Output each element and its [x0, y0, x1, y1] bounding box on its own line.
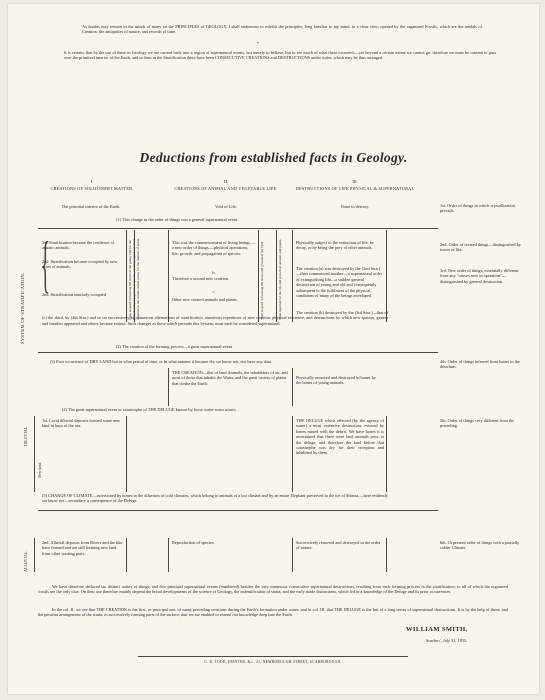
event-2: (2) The creation of the forming process—a great supernatural event — [116, 344, 233, 349]
col3-text-c: The creation (b) destroyed by the (3rd Stra.)—that of (c) the third, by (4th Stra.) and so on successively by numerous alternations of stratification, numerous repetitions of new creation, physical existence, and destructions by which new species, genera and families appeared and others became extinct. Such changes as these which pervade this System, must each be considered supernatural. — [42, 310, 388, 326]
col2-number: II. — [224, 179, 228, 184]
event-1: (1) This change in the order of things was a general supernatural event. — [116, 217, 239, 222]
order-3: 3rd. New order of things, essentially different from any "causes now in operation"—distinguished by general destruction. — [440, 268, 519, 284]
divider — [138, 656, 408, 657]
strat-1: 1st. Stratification became the residence of aquatic animals. — [42, 240, 115, 251]
divider — [38, 352, 438, 353]
col1-number: I. — [90, 179, 94, 184]
divider — [168, 368, 169, 406]
col2-text-a: This was the commencement of living beings,—a new order of things,—physical operations, life, growth, and propagation of species. — [172, 240, 256, 256]
event-4: (4) The great supernatural event or catastrophe of THE DELUGE known by loose water-worn stones. — [62, 407, 237, 412]
ornament: * — [256, 41, 260, 46]
order-1: 1st. Order of things in which crystallization prevails. — [440, 203, 515, 214]
alluvial-label: ALLUVIAL. — [23, 550, 28, 572]
col2-text-b: Therefore a second new creation. — [172, 276, 230, 281]
divider — [386, 538, 387, 572]
col2-heading: CREATIONS OF ANIMAL AND VEGETABLE LIFE. — [174, 186, 278, 191]
divider — [292, 368, 293, 406]
divider — [276, 230, 277, 322]
divider — [258, 230, 259, 322]
divider — [292, 416, 293, 492]
printer-line: C. R. TODD, PRINTER, &c., 21, NEWBOROUGH STREET, SCARBOROUGH. — [204, 660, 342, 664]
divider — [38, 228, 438, 229]
divider — [386, 416, 387, 492]
col2-marker-b: b. — [212, 270, 216, 275]
divider — [386, 230, 387, 322]
creation-land: THE CREATION—that of land Animals, the inhabitants of air, and most of those that inhabit the Water, and the great variety of plants that clothe the Earth. — [172, 370, 288, 386]
diluvial-label: DILUVIAL. — [23, 425, 28, 446]
order-4: 4th. Order of things inferred from bones in the diluvium. — [440, 359, 520, 370]
divider — [34, 538, 35, 572]
reproduction: Reproduction of species. — [172, 540, 215, 545]
col3-heading: DESTRUCTIONS OF LIFE PHYSICAL & SUPERNATURAL — [295, 186, 415, 191]
closing-paragraph-2: In the col. II. we see that THE CREATION is the first, or principal one, of many preceding creations during the Earth's formation under water; and in col. III. that THE DELUGE is the last of a long series of supernatural destructions. It is by the help of these, and the peculiar arrangement of the strata, in successively forming parts of the surface, that we are enabled to extend our knowledge deep into the Earth. — [38, 607, 508, 618]
divider — [38, 510, 438, 511]
divider — [126, 416, 127, 492]
divider — [168, 230, 169, 322]
col2-sub: Void of Life. — [215, 204, 237, 209]
signature: WILLIAM SMITH, — [406, 626, 468, 633]
order-5: 5th. Order of things very different from the preceding. — [440, 418, 515, 429]
deluge-text: THE DELUGE which effected (by the agency of water) a most extensive destruction, evinced by bones mixed with the debris. We have bones it is ascertained that there were land animals prior to the deluge, and therefore the land before that catastrophe was dry for their reception and inhabited by them. — [296, 418, 384, 456]
col3-sub: None to destroy. — [340, 204, 370, 209]
divider — [126, 538, 127, 572]
intro-paragraph-2: It is certain, that by the use of these in Geology we are carried back into a region of supernatural events, not merely to believe, but to see much of what these occurred;—yet beyond a certain extent we cannot go: therefore we must be content to pass over the primitval interior of the Earth, and so then in the Stratification there have been CONSECUTIVE CREATIONS and DESTRUCTIONS under water, which may be thus arranged. — [64, 50, 496, 61]
divider — [168, 538, 169, 572]
event-5: (5) CHANGE OF CLIMATE—ascertained by bones in the diluvium of cold climates, which belong to animals of a hot climate and by an entire Elephant preserved in the ice of Siberia,—here evidently we know not—secondary a consequence of the Deluge. — [42, 493, 388, 504]
col1-sub: The primitial interior of the Earth. — [61, 204, 121, 209]
signature-place-date: Scarbro', July 31, 1835. — [426, 638, 468, 643]
page-title: Deductions from established facts in Geology. — [139, 150, 408, 165]
col1-heading: CREATIONS OF SOLID INERT MATTER. — [50, 186, 134, 191]
document-page — [8, 4, 539, 694]
col3-text-b: The creation (a) was destroyed by the (2nd Stra.)—then commenced another—a supernatural order of extinguishing life—a sudden general destruction of young and old and consequently subsequent to the fulfilment of the physical conditions of many of the beings enveloped. — [296, 266, 383, 299]
divider — [292, 230, 293, 322]
col2-text-c: Other new created animals and plants. — [172, 297, 238, 302]
new-land-label: New land. — [37, 461, 42, 478]
time-note-3: Time required for the life and growth of animals and plants. — [278, 238, 282, 320]
col2-marker-c: c. — [212, 289, 216, 294]
order-6: 6th. Or present order of things with a partially colder Climate. — [440, 540, 520, 551]
successively: Successively removed and destroyed in the order of nature. — [296, 540, 381, 551]
physically-removed: Physically removed and destroyed in bones by the bones of young animals. — [296, 375, 376, 386]
divider — [126, 230, 127, 322]
divider — [34, 416, 35, 492]
order-2: 2nd. Order of created things—distinguished by traces of life. — [440, 242, 521, 253]
intro-paragraph-1: As doubts may remain in the minds of many on the PRINCIPLES of GEOLOGY, I shall endeavour to exhibit the principles, long familiar to my mind, in a clear view, opened by the organized Fossils, which are the medals of Creation, the antiquities of nature, and records of time. — [82, 24, 482, 35]
col3-number: III. — [352, 179, 358, 184]
strat-2: 2nd. Stratification became occupied by new races of animals. — [42, 259, 118, 270]
event-3: (3) First occurrence of DRY LAND but in what period of time, or in what manner it became dry we know not, nor have any data. — [50, 359, 273, 364]
time-note-2: Time elapsed in forming the strata and growth of the land. — [260, 241, 264, 320]
time-note-1: Time elapsed in forming the strata of the globe, and for the growth and propagation of species, so many ages have been required as our minds cannot grasp, for the number of strata. — [128, 237, 140, 320]
col3-text-a: Physically subject to the extinction of life, by decay, or by being the prey of other animals. — [296, 240, 375, 251]
divider — [292, 538, 293, 572]
closing-paragraph-1: We have therefore deduced six distinct orders of things, and five principal supernatural events (numbered) besides the very numerous consecutive supernatural destructions, resulting from each forming process in the stratification; to all of which the organized fossils are the only clue. On their use therefore mainly depend the broad developments of the science of Geology, the indentification of strata, and the early made distinctions, which led to a knowledge of the Deluge and its prior occurrences. — [38, 584, 508, 595]
diluvial-deposits: 1st. Local diluvial deposits formed some new land in bays of the sea. — [42, 418, 121, 429]
system-label: SYSTEM OF STRATIFICATION. — [20, 272, 25, 344]
brace: { — [40, 228, 50, 299]
alluvial-deposits: 2nd. Alluvial deposits from Rivers and the like have formed and are still forming new land from other wasting parts. — [42, 540, 123, 556]
strat-3: 2nd. Stratification similarly occupied — [42, 292, 106, 297]
